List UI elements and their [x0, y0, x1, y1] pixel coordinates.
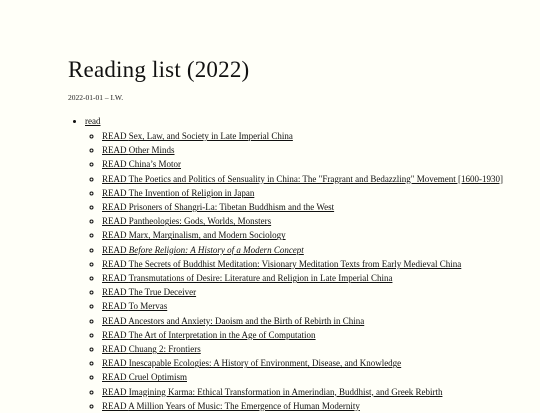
book-list-item [102, 271, 533, 285]
book-list-item [102, 328, 533, 342]
read-status: READ [102, 173, 127, 184]
book-link[interactable] [102, 344, 201, 354]
book-list-item [102, 129, 533, 143]
book-link[interactable] [102, 358, 401, 368]
read-status: READ [102, 301, 127, 312]
page-title: Reading list (2022) [68, 57, 250, 82]
book-title: Marx, Marginalism, and Modern Sociology [128, 230, 286, 241]
book-link[interactable] [102, 230, 286, 240]
book-title: To Mervas [128, 301, 168, 312]
book-list-item [102, 157, 533, 171]
book-title: The Art of Interpretation in the Age of Computation [128, 329, 316, 340]
book-list [85, 129, 533, 413]
book-title: Cruel Optimism [128, 372, 187, 383]
post-meta: 2022-01-01 – I.W. [68, 93, 124, 102]
read-status: READ [102, 216, 127, 227]
book-link[interactable] [102, 330, 316, 340]
book-list-item [102, 356, 533, 370]
book-title: The Invention of Religion in Japan [128, 187, 255, 198]
read-status: READ [102, 230, 127, 241]
book-list-item [102, 200, 533, 214]
book-link[interactable] [102, 145, 175, 155]
read-status: READ [102, 273, 127, 284]
book-link[interactable] [102, 245, 304, 255]
article [68, 56, 533, 413]
book-list-item [102, 257, 533, 271]
read-status: READ [102, 187, 127, 198]
book-title: Transmutations of Desire: Literature and Religion in Late Imperial China [128, 273, 393, 284]
book-link[interactable] [102, 216, 271, 226]
read-status: READ [102, 287, 127, 298]
book-title: Imagining Karma: Ethical Transformation in Amerindian, Buddhist, and Greek Rebirth [128, 386, 443, 397]
read-status: READ [102, 159, 127, 170]
book-title: Other Minds [128, 145, 175, 156]
book-link[interactable] [102, 159, 181, 169]
read-status: READ [102, 202, 127, 213]
book-list-item [102, 299, 533, 313]
read-status: READ [102, 329, 127, 340]
book-title: The Secrets of Buddhist Meditation: Visionary Meditation Texts from Early Medieval China [128, 258, 462, 269]
book-title: The True Deceiver [128, 287, 197, 298]
read-status: READ [102, 358, 127, 369]
book-link[interactable] [102, 174, 503, 184]
book-link[interactable] [102, 316, 364, 326]
reading-list [68, 115, 533, 413]
category-item [85, 115, 533, 413]
book-list-item [102, 314, 533, 328]
read-status: READ [102, 244, 127, 255]
book-list-item [102, 186, 533, 200]
book-title: Sex, Law, and Society in Late Imperial China [128, 131, 293, 141]
book-title: A Million Years of Music: The Emergence of Human Modernity [128, 400, 360, 411]
book-link[interactable] [102, 387, 442, 397]
book-title: China’s Motor [128, 159, 182, 170]
book-list-item [102, 385, 533, 399]
read-status: READ [102, 386, 127, 397]
book-title: The Poetics and Politics of Sensuality in China: The "Fragrant and Bedazzling" Movement [1600-1930] [128, 173, 503, 184]
read-status: READ [102, 258, 127, 269]
book-link[interactable] [102, 372, 187, 382]
book-title: Inescapable Ecologies: A History of Environment, Disease, and Knowledge [128, 358, 402, 369]
book-link[interactable] [102, 131, 293, 141]
book-list-item [102, 143, 533, 157]
book-list-item [102, 172, 533, 186]
book-title: Before Religion: A History of a Modern Concept [128, 244, 304, 255]
book-title: Pantheologies: Gods, Worlds, Monsters [128, 216, 272, 227]
read-status: READ [102, 400, 127, 411]
book-title: Chuang 2: Frontiers [128, 344, 201, 355]
book-link[interactable] [102, 301, 167, 311]
book-link[interactable] [102, 287, 196, 297]
book-list-item [102, 285, 533, 299]
read-status: READ [102, 145, 127, 156]
book-list-item [102, 399, 533, 413]
book-link[interactable] [102, 273, 392, 283]
book-link[interactable] [102, 259, 461, 269]
book-list-item [102, 342, 533, 356]
book-list-item [102, 243, 533, 257]
read-status: READ [102, 372, 127, 383]
book-link[interactable] [102, 202, 334, 212]
book-link[interactable] [102, 401, 360, 411]
read-status: READ [102, 131, 127, 141]
book-title: Ancestors and Anxiety: Daoism and the Birth of Rebirth in China [128, 315, 365, 326]
book-link[interactable] [102, 188, 254, 198]
book-list-item [102, 214, 533, 228]
book-list-item [102, 228, 533, 242]
book-list-item [102, 370, 533, 384]
book-title: Prisoners of Shangri-La: Tibetan Buddhism and the West [128, 202, 335, 213]
category-link-read[interactable]: read [85, 116, 101, 126]
read-status: READ [102, 344, 127, 355]
read-status: READ [102, 315, 127, 326]
